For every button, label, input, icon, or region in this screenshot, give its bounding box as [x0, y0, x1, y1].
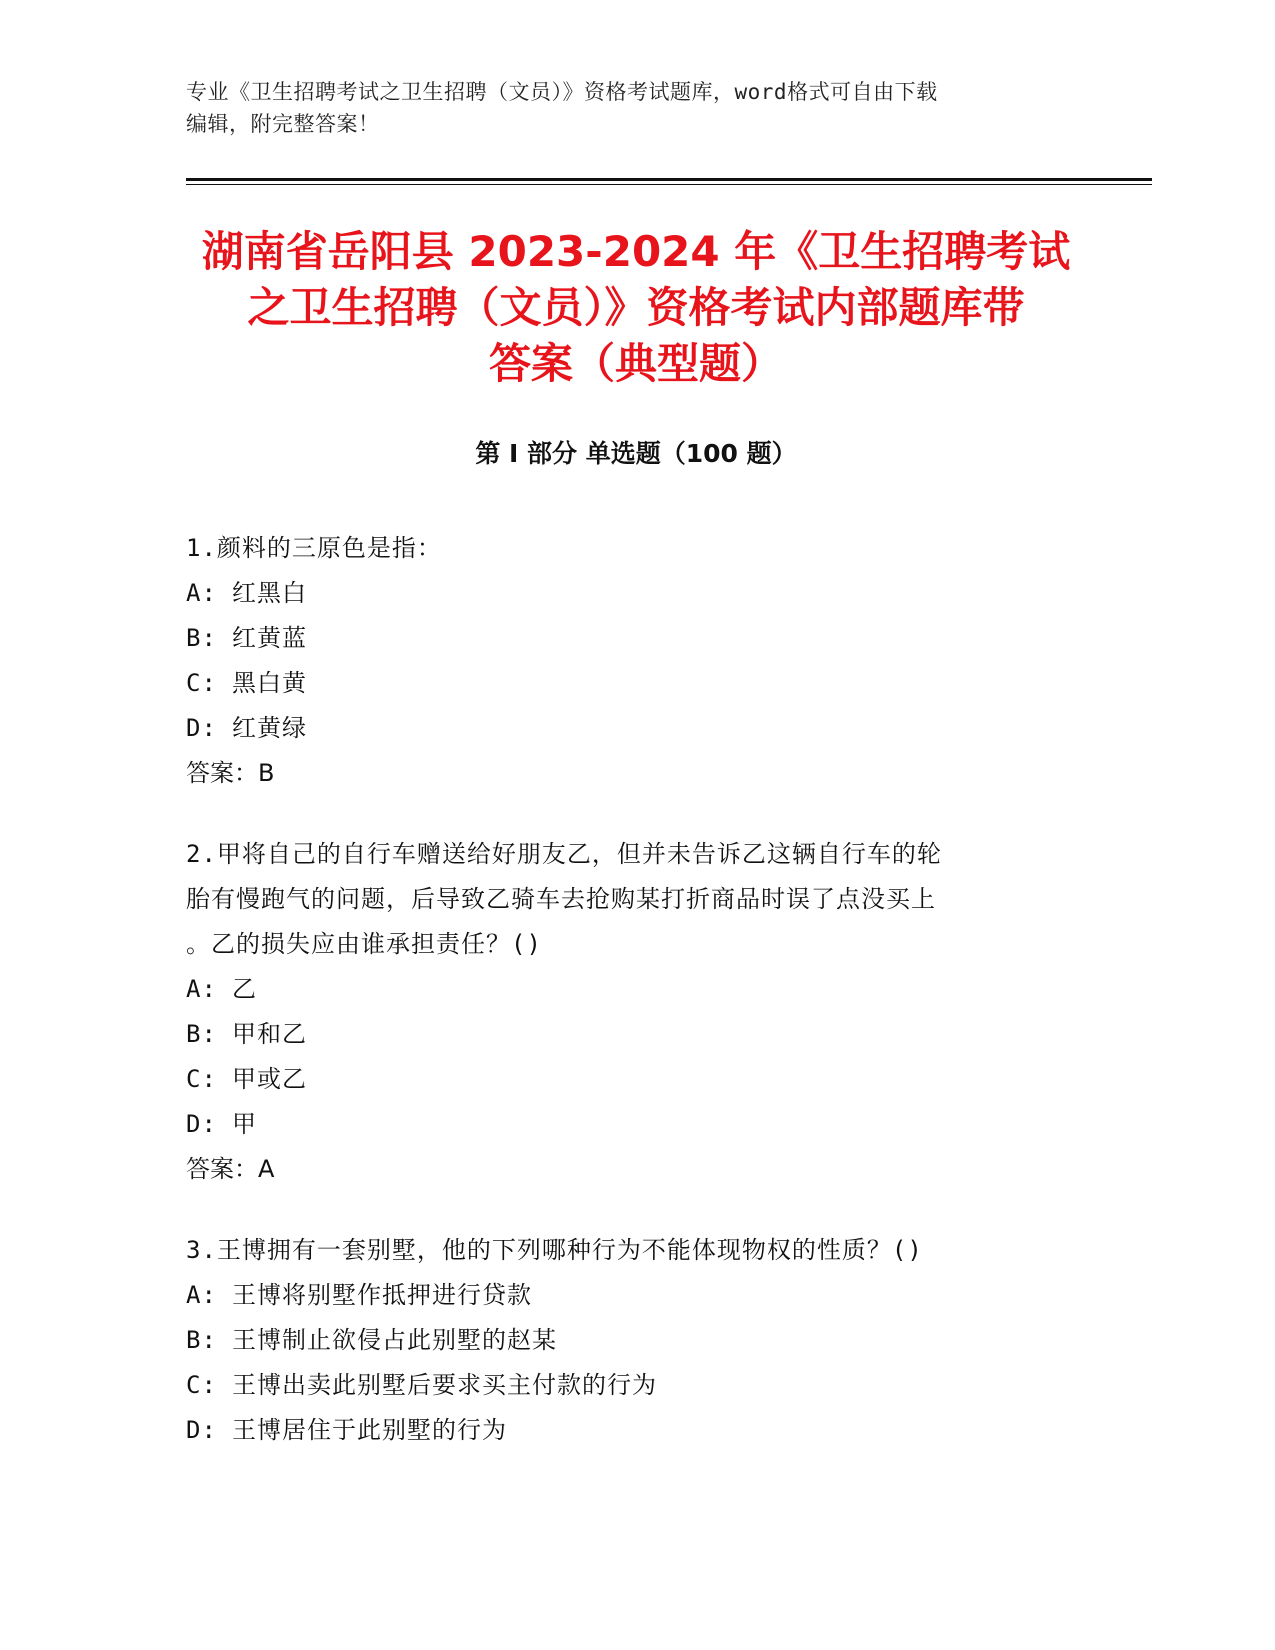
option-text: 甲和乙 [232, 1020, 307, 1048]
header-note-line-1: 专业《卫生招聘考试之卫生招聘（文员）》资格考试题库，word格式可自由下载 [186, 80, 938, 104]
option-letter: C: [186, 1371, 217, 1399]
header-note-line-2: 编辑，附完整答案！ [186, 112, 380, 136]
option-letter: D: [186, 1416, 217, 1444]
question-stem-line: 2.甲将自己的自行车赠送给好朋友乙，但并未告诉乙这辆自行车的轮 [186, 840, 942, 868]
option-text: 红黄绿 [232, 714, 307, 742]
question-option [186, 1273, 1066, 1318]
option-text: 甲 [232, 1110, 257, 1138]
option-letter: B: [186, 624, 217, 652]
question-option [186, 706, 1066, 751]
document-title [186, 224, 1086, 392]
question-option [186, 1318, 1066, 1363]
question-stem-line: 1.颜料的三原色是指： [186, 534, 442, 562]
option-letter: A: [186, 579, 217, 607]
option-text: 黑白黄 [232, 669, 307, 697]
option-text: 甲或乙 [232, 1065, 307, 1093]
option-letter: B: [186, 1020, 217, 1048]
question-stem-line: 。乙的损失应由谁承担责任？() [186, 930, 542, 958]
question-option [186, 1057, 1066, 1102]
question-option [186, 1408, 1066, 1453]
option-text: 红黄蓝 [232, 624, 307, 652]
question-option [186, 1363, 1066, 1408]
option-text: 王博制止欲侵占此别墅的赵某 [232, 1326, 557, 1354]
option-text: 王博居住于此别墅的行为 [232, 1416, 507, 1444]
option-letter: B: [186, 1326, 217, 1354]
document-title-line-3: 答案（典型题） [488, 339, 783, 388]
question-list [186, 526, 1066, 1489]
option-letter: C: [186, 1065, 217, 1093]
option-letter: A: [186, 1281, 217, 1309]
option-letter: C: [186, 669, 217, 697]
section-title: 第 I 部分 单选题（100 题） [475, 439, 797, 468]
question-stem-line: 3.王博拥有一套别墅，他的下列哪种行为不能体现物权的性质？() [186, 1236, 923, 1264]
question-item [186, 832, 1066, 1192]
option-text: 乙 [232, 975, 257, 1003]
question-option [186, 967, 1066, 1012]
question-option [186, 1012, 1066, 1057]
question-answer: 答案：A [186, 1155, 275, 1183]
question-stem-line: 胎有慢跑气的问题，后导致乙骑车去抢购某打折商品时误了点没买上 [186, 885, 936, 913]
option-letter: A: [186, 975, 217, 1003]
question-option [186, 1102, 1066, 1147]
question-item [186, 1228, 1066, 1453]
option-text: 王博将别墅作抵押进行贷款 [232, 1281, 532, 1309]
option-text: 红黑白 [232, 579, 307, 607]
question-option [186, 616, 1066, 661]
header-note [186, 76, 1086, 140]
document-title-line-1: 湖南省岳阳县 2023-2024 年《卫生招聘考试 [201, 227, 1071, 276]
header-rule-thin [186, 184, 1152, 185]
option-letter: D: [186, 714, 217, 742]
question-item [186, 526, 1066, 796]
question-answer: 答案：B [186, 759, 275, 787]
option-text: 王博出卖此别墅后要求买主付款的行为 [232, 1371, 657, 1399]
document-title-line-2: 之卫生招聘（文员）》资格考试内部题库带 [247, 283, 1025, 332]
question-option [186, 661, 1066, 706]
header-rule-thick [186, 178, 1152, 181]
question-option [186, 571, 1066, 616]
option-letter: D: [186, 1110, 217, 1138]
